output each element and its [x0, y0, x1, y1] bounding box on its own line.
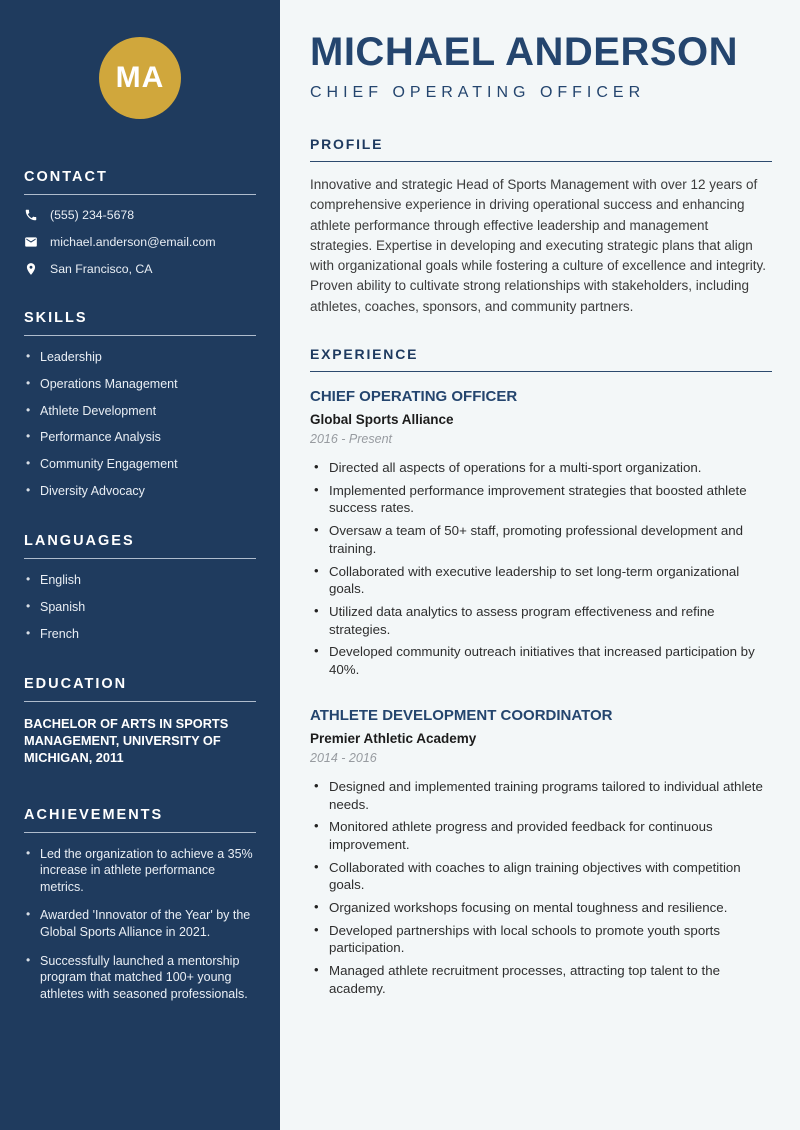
- achievement-item: • Awarded 'Innovator of the Year' by the Global Sports Alliance in 2021.: [24, 907, 256, 940]
- experience-section: [310, 346, 772, 997]
- job-entry: [310, 707, 772, 998]
- section-divider: [24, 558, 256, 559]
- language-item: • English: [24, 572, 256, 588]
- job-company: Premier Athletic Academy: [310, 730, 477, 746]
- languages-list: [24, 572, 256, 642]
- person-job-title: CHIEF OPERATING OFFICER: [310, 84, 646, 101]
- job-title: CHIEF OPERATING OFFICER: [310, 388, 518, 406]
- phone-icon: [24, 208, 38, 222]
- avatar-initials: MA: [115, 61, 165, 94]
- achievement-item: • Successfully launched a mentorship program that matched 100+ young athletes with seasoned professionals.: [24, 953, 256, 1003]
- skill-item: • Leadership: [24, 349, 256, 365]
- skill-item: • Performance Analysis: [24, 429, 256, 445]
- job-bullet-item: • Managed athlete recruitment processes, attracting top talent to the academy.: [310, 962, 772, 997]
- skill-item: • Diversity Advocacy: [24, 483, 256, 499]
- sidebar: [0, 0, 280, 1130]
- person-name: MICHAEL ANDERSON: [310, 30, 739, 74]
- contact-section-title: CONTACT: [24, 169, 108, 185]
- job-bullet-item: • Developed partnerships with local schools to promote youth sports participation.: [310, 922, 772, 957]
- achievement-item: • Led the organization to achieve a 35% increase in athlete performance metrics.: [24, 846, 256, 896]
- contact-row-location: [24, 262, 256, 276]
- job-company: Global Sports Alliance: [310, 412, 454, 428]
- profile-text: Innovative and strategic Head of Sports Management with over 12 years of comprehensive experience in driving operational success and enhancing athlete performance through effective leadership and management strategies. Expertise in developing and executing strategic plans that align with organizational goals while fostering a culture of excellence and integrity. Proven ability to cultivate strong relationships with stakeholders, including athletes, coaches, sponsors, and community partners.: [310, 177, 767, 314]
- skill-item: • Operations Management: [24, 376, 256, 392]
- email-address: michael.anderson@email.com: [50, 235, 216, 249]
- degree-text: BACHELOR OF ARTS IN SPORTS MANAGEMENT, UNIVERSITY OF MICHIGAN, 2011: [24, 715, 229, 766]
- contact-row-phone: [24, 208, 256, 222]
- job-bullet-item: • Directed all aspects of operations for a multi-sport organization.: [310, 459, 772, 477]
- job-bullet-item: • Implemented performance improvement strategies that boosted athlete success rates.: [310, 482, 772, 517]
- language-item: • Spanish: [24, 599, 256, 615]
- job-bullet-item: • Designed and implemented training programs tailored to individual athlete needs.: [310, 778, 772, 813]
- languages-section: [24, 533, 256, 642]
- avatar: [99, 37, 181, 119]
- skill-item: • Athlete Development: [24, 403, 256, 419]
- job-dates: 2014 - 2016: [310, 750, 377, 765]
- skills-section: [24, 310, 256, 499]
- job-bullet-item: • Collaborated with coaches to align training objectives with competition goals.: [310, 859, 772, 894]
- section-divider: [24, 335, 256, 336]
- phone-number: (555) 234-5678: [50, 208, 135, 222]
- contact-section: [24, 169, 256, 276]
- job-bullet-item: • Developed community outreach initiatives that increased participation by 40%.: [310, 643, 772, 678]
- job-bullet-item: • Collaborated with executive leadership to set long-term organizational goals.: [310, 563, 772, 598]
- section-divider: [24, 832, 256, 833]
- job-bullet-item: • Utilized data analytics to assess program effectiveness and refine strategies.: [310, 603, 772, 638]
- email-icon: [24, 235, 38, 249]
- experience-section-title: EXPERIENCE: [310, 346, 772, 372]
- languages-section-title: LANGUAGES: [24, 533, 135, 549]
- section-divider: [24, 701, 256, 702]
- skills-section-title: SKILLS: [24, 310, 88, 326]
- achievements-section-title: ACHIEVEMENTS: [24, 806, 164, 823]
- contact-row-email: [24, 235, 256, 249]
- profile-section: [310, 136, 772, 317]
- location-icon: [24, 262, 38, 276]
- language-item: • French: [24, 626, 256, 642]
- education-section-title: EDUCATION: [24, 675, 128, 692]
- achievements-list: [24, 846, 256, 1003]
- job-bullet-item: • Oversaw a team of 50+ staff, promoting professional development and training.: [310, 522, 772, 557]
- section-divider: [24, 194, 256, 195]
- job-dates: 2016 - Present: [310, 432, 392, 447]
- job-bullets: [310, 778, 772, 998]
- skill-item: • Community Engagement: [24, 456, 256, 472]
- skills-list: [24, 349, 256, 499]
- location-text: San Francisco, CA: [50, 262, 153, 276]
- job-title: ATHLETE DEVELOPMENT COORDINATOR: [310, 706, 613, 724]
- job-bullets: [310, 459, 772, 679]
- job-bullet-item: • Organized workshops focusing on mental toughness and resilience.: [310, 899, 772, 917]
- job-entry: [310, 388, 772, 679]
- main-content: [280, 0, 800, 1130]
- education-section: [24, 676, 256, 767]
- profile-section-title: PROFILE: [310, 136, 772, 162]
- achievements-section: [24, 807, 256, 1003]
- job-bullet-item: • Monitored athlete progress and provided feedback for continuous improvement.: [310, 818, 772, 853]
